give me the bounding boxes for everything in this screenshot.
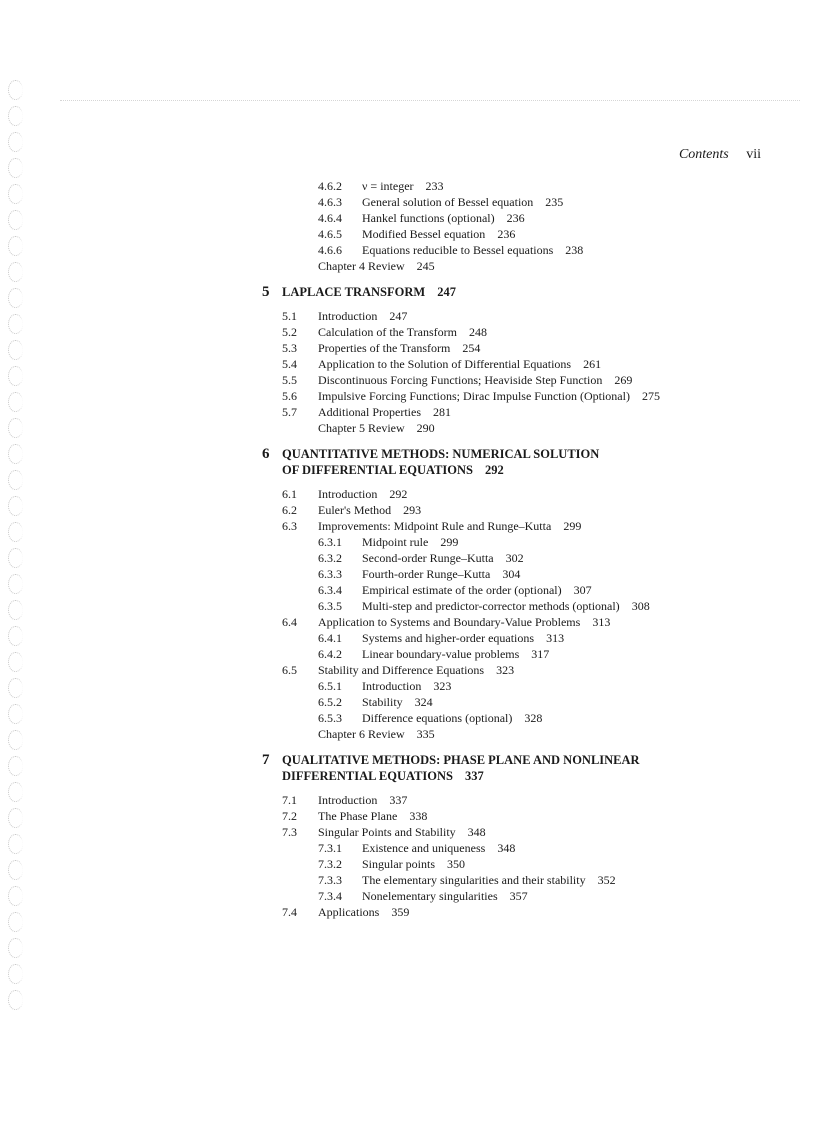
- toc-number: 7.4: [282, 905, 297, 919]
- toc-number: 6.2: [282, 503, 297, 517]
- toc-title: Introduction: [318, 793, 378, 807]
- toc-number: 5.7: [282, 405, 297, 419]
- page-number: vii: [746, 147, 761, 162]
- toc-title: Impulsive Forcing Functions; Dirac Impulse Function (Optional): [318, 389, 630, 403]
- toc-title: Chapter 6 Review: [318, 727, 405, 741]
- toc-entry: [362, 534, 458, 550]
- toc-title: ν = integer: [362, 179, 414, 193]
- toc-entry: [318, 502, 421, 518]
- toc-number: 4.6.2: [318, 179, 342, 193]
- toc-number: 6.3.2: [318, 551, 342, 565]
- toc-entry: [318, 258, 435, 274]
- toc-page-number: 269: [614, 373, 633, 387]
- scan-edge-mark: [8, 730, 23, 750]
- toc-number: 7.3.4: [318, 889, 342, 903]
- toc-entry: [282, 446, 599, 462]
- toc-number: 7.3.2: [318, 857, 342, 871]
- toc-entry: [318, 388, 660, 404]
- toc-title: Calculation of the Transform: [318, 325, 457, 339]
- scan-edge-mark: [8, 158, 23, 178]
- toc-number: 5.6: [282, 389, 297, 403]
- scan-edge-mark: [8, 990, 23, 1010]
- toc-number: 5.4: [282, 357, 297, 371]
- scan-edge-mark: [8, 782, 23, 802]
- toc-title: Multi-step and predictor-corrector methods (optional): [362, 599, 620, 613]
- toc-page-number: 292: [485, 463, 504, 477]
- toc-page-number: 247: [389, 309, 408, 323]
- scan-edge-mark: [8, 912, 23, 932]
- toc-page-number: 304: [502, 567, 521, 581]
- scan-edge-mark: [8, 548, 23, 568]
- scan-edge-mark: [8, 678, 23, 698]
- toc-entry: [362, 194, 563, 210]
- toc-page-number: 254: [462, 341, 481, 355]
- toc-entry: [318, 662, 514, 678]
- toc-page-number: 293: [403, 503, 422, 517]
- toc-page-number: 338: [409, 809, 428, 823]
- toc-entry: [318, 726, 435, 742]
- toc-number: 6.5: [282, 663, 297, 677]
- toc-page-number: 290: [416, 421, 435, 435]
- toc-title: The Phase Plane: [318, 809, 398, 823]
- toc-title: Application to the Solution of Differential Equations: [318, 357, 572, 371]
- toc-number: 7.3.3: [318, 873, 342, 887]
- toc-entry: [362, 710, 542, 726]
- toc-page-number: 359: [391, 905, 410, 919]
- toc-number: 7.3: [282, 825, 297, 839]
- toc-number: 4.6.4: [318, 211, 342, 225]
- toc-entry: [362, 598, 650, 614]
- toc-entry: [282, 752, 640, 768]
- toc-entry: [362, 242, 583, 258]
- toc-entry: [362, 178, 444, 194]
- toc-page-number: 275: [641, 389, 660, 403]
- toc-page-number: 335: [416, 727, 435, 741]
- scan-edge-mark: [8, 626, 23, 646]
- toc-number: 6.4.2: [318, 647, 342, 661]
- scan-edge-mark: [8, 418, 23, 438]
- scan-binding-edge: [0, 80, 42, 1020]
- toc-title: LAPLACE TRANSFORM: [282, 285, 426, 299]
- scan-top-rule: [60, 100, 800, 101]
- scan-edge-mark: [8, 132, 23, 152]
- toc-entry: [318, 486, 407, 502]
- toc-page-number: 238: [565, 243, 584, 257]
- scan-edge-mark: [8, 392, 23, 412]
- toc-number: 5.5: [282, 373, 297, 387]
- running-head-title: Contents: [678, 147, 729, 162]
- scan-edge-mark: [8, 262, 23, 282]
- scan-edge-mark: [8, 288, 23, 308]
- toc-number: 6.5.1: [318, 679, 342, 693]
- scan-edge-mark: [8, 574, 23, 594]
- toc-page-number: 292: [389, 487, 408, 501]
- toc-entry: [362, 550, 524, 566]
- scan-edge-mark: [8, 886, 23, 906]
- toc-page-number: 308: [631, 599, 650, 613]
- toc-title: The elementary singularities and their stability: [362, 873, 586, 887]
- scan-edge-mark: [8, 808, 23, 828]
- toc-number: 6.1: [282, 487, 297, 501]
- toc-title: Euler's Method: [318, 503, 392, 517]
- toc-page-number: 307: [573, 583, 592, 597]
- toc-page-number: 235: [545, 195, 564, 209]
- toc-number: 4.6.3: [318, 195, 342, 209]
- toc-title: Stability and Difference Equations: [318, 663, 485, 677]
- toc-number: 4.6.5: [318, 227, 342, 241]
- toc-title: Singular Points and Stability: [318, 825, 456, 839]
- toc-entry: [318, 808, 427, 824]
- toc-entry: [318, 904, 409, 920]
- toc-page-number: 299: [563, 519, 582, 533]
- toc-entry: [318, 614, 610, 630]
- toc-title: OF DIFFERENTIAL EQUATIONS: [282, 463, 474, 477]
- toc-entry: [318, 792, 407, 808]
- toc-title: Difference equations (optional): [362, 711, 513, 725]
- scan-edge-mark: [8, 964, 23, 984]
- toc-entry: [318, 356, 601, 372]
- toc-number: 6.3.1: [318, 535, 342, 549]
- toc-number: 4.6.6: [318, 243, 342, 257]
- toc-entry: [362, 694, 433, 710]
- toc-title: Singular points: [362, 857, 436, 871]
- toc-page-number: 348: [497, 841, 516, 855]
- toc-page-number: 281: [432, 405, 451, 419]
- toc-number: 6.3.4: [318, 583, 342, 597]
- toc-entry: [362, 678, 451, 694]
- scan-edge-mark: [8, 340, 23, 360]
- toc-page-number: 337: [464, 769, 484, 783]
- toc-entry: [282, 462, 504, 478]
- toc-entry: [318, 404, 451, 420]
- toc-page-number: 313: [592, 615, 611, 629]
- toc-title: Discontinuous Forcing Functions; Heaviside Step Function: [318, 373, 603, 387]
- scan-edge-mark: [8, 184, 23, 204]
- scan-edge-mark: [8, 834, 23, 854]
- toc-page-number: 352: [597, 873, 616, 887]
- toc-page-number: 302: [505, 551, 524, 565]
- toc-title: Application to Systems and Boundary-Value Problems: [318, 615, 581, 629]
- toc-page-number: 299: [440, 535, 459, 549]
- toc-entry: [318, 420, 435, 436]
- toc-entry: [362, 840, 515, 856]
- toc-entry: [362, 856, 465, 872]
- toc-title: Midpoint rule: [362, 535, 429, 549]
- toc-entry: [362, 872, 616, 888]
- toc-title: Systems and higher-order equations: [362, 631, 535, 645]
- scan-edge-mark: [8, 756, 23, 776]
- toc-page-number: 261: [583, 357, 602, 371]
- toc-title: Linear boundary-value problems: [362, 647, 520, 661]
- toc-page-number: 323: [496, 663, 515, 677]
- toc-page-number: 350: [447, 857, 466, 871]
- toc-number: 7: [262, 752, 270, 768]
- toc-page-number: 245: [416, 259, 435, 273]
- toc-page-number: 248: [468, 325, 487, 339]
- scan-edge-mark: [8, 314, 23, 334]
- scan-edge-mark: [8, 600, 23, 620]
- toc-title: Modified Bessel equation: [362, 227, 486, 241]
- toc-number: 6.4: [282, 615, 297, 629]
- scan-edge-mark: [8, 704, 23, 724]
- toc-page-number: 328: [524, 711, 543, 725]
- running-head: [679, 147, 761, 163]
- toc-number: 7.2: [282, 809, 297, 823]
- toc-number: 6.5.3: [318, 711, 342, 725]
- toc-number: 5: [262, 284, 270, 300]
- toc-number: 7.3.1: [318, 841, 342, 855]
- toc-entry: [318, 324, 487, 340]
- toc-title: Existence and uniqueness: [362, 841, 486, 855]
- toc-page-number: 348: [467, 825, 486, 839]
- toc-title: DIFFERENTIAL EQUATIONS: [282, 769, 453, 783]
- toc-entry: [282, 284, 456, 300]
- toc-title: QUANTITATIVE METHODS: NUMERICAL SOLUTION: [282, 447, 600, 461]
- scan-edge-mark: [8, 80, 23, 100]
- toc-number: 7.1: [282, 793, 297, 807]
- scan-edge-mark: [8, 444, 23, 464]
- toc-entry: [282, 768, 484, 784]
- toc-title: Second-order Runge–Kutta: [362, 551, 494, 565]
- toc-entry: [362, 226, 515, 242]
- toc-title: QUALITATIVE METHODS: PHASE PLANE AND NONLINEAR: [282, 753, 640, 767]
- toc-title: Additional Properties: [318, 405, 421, 419]
- scan-edge-mark: [8, 366, 23, 386]
- toc-entry: [318, 308, 407, 324]
- toc-title: Applications: [318, 905, 380, 919]
- scan-edge-mark: [8, 522, 23, 542]
- scan-edge-mark: [8, 210, 23, 230]
- toc-entry: [318, 824, 486, 840]
- toc-title: Introduction: [318, 309, 378, 323]
- toc-number: 6: [262, 446, 270, 462]
- toc-entry: [318, 372, 632, 388]
- toc-title: Nonelementary singularities: [362, 889, 498, 903]
- toc-title: Fourth-order Runge–Kutta: [362, 567, 491, 581]
- toc-title: Introduction: [362, 679, 422, 693]
- toc-number: 6.5.2: [318, 695, 342, 709]
- toc-title: Equations reducible to Bessel equations: [362, 243, 554, 257]
- toc-number: 5.1: [282, 309, 297, 323]
- toc-entry: [362, 630, 564, 646]
- toc-page-number: 247: [437, 285, 456, 299]
- toc-title: Empirical estimate of the order (optional): [362, 583, 562, 597]
- toc-title: General solution of Bessel equation: [362, 195, 534, 209]
- toc-page-number: 323: [433, 679, 452, 693]
- toc-title: Stability: [362, 695, 403, 709]
- toc-entry: [362, 566, 520, 582]
- toc-entry: [362, 888, 528, 904]
- toc-title: Properties of the Transform: [318, 341, 451, 355]
- toc-page-number: 337: [389, 793, 408, 807]
- scan-edge-mark: [8, 236, 23, 256]
- toc-title: Improvements: Midpoint Rule and Runge–Kutta: [318, 519, 552, 533]
- toc-page-number: 233: [425, 179, 444, 193]
- scan-edge-mark: [8, 652, 23, 672]
- scan-edge-mark: [8, 106, 23, 126]
- scan-edge-mark: [8, 496, 23, 516]
- toc-page-number: 324: [414, 695, 433, 709]
- toc-page-number: 357: [509, 889, 528, 903]
- toc-number: 6.3: [282, 519, 297, 533]
- scan-edge-mark: [8, 938, 23, 958]
- scan-edge-mark: [8, 470, 23, 490]
- toc-page-number: 317: [531, 647, 550, 661]
- toc-page-number: 236: [506, 211, 525, 225]
- toc-entry: [362, 646, 549, 662]
- toc-page-number: 313: [546, 631, 565, 645]
- toc-number: 6.3.3: [318, 567, 342, 581]
- toc-entry: [318, 340, 480, 356]
- toc-title: Chapter 4 Review: [318, 259, 405, 273]
- toc-entry: [362, 582, 592, 598]
- toc-title: Hankel functions (optional): [362, 211, 495, 225]
- scan-edge-mark: [8, 860, 23, 880]
- toc-number: 6.4.1: [318, 631, 342, 645]
- toc-entry: [318, 518, 581, 534]
- toc-number: 5.2: [282, 325, 297, 339]
- toc-entry: [362, 210, 525, 226]
- toc-title: Introduction: [318, 487, 378, 501]
- toc-number: 5.3: [282, 341, 297, 355]
- toc-title: Chapter 5 Review: [318, 421, 405, 435]
- toc-page-number: 236: [497, 227, 516, 241]
- toc-number: 6.3.5: [318, 599, 342, 613]
